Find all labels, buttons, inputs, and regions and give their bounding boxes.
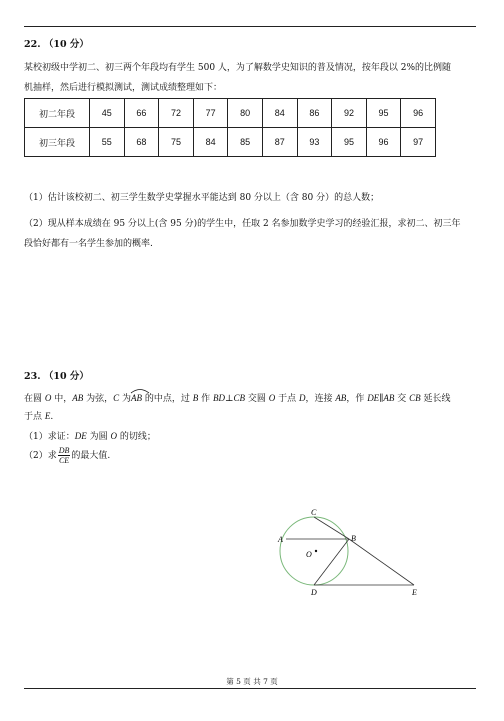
text-run: （1）求证： <box>24 432 75 442</box>
segment-be <box>349 539 414 585</box>
q22-points: （10 分） <box>43 39 89 50</box>
text-run: ，连接 <box>305 394 336 404</box>
text-run: . <box>50 412 54 422</box>
label-c: C <box>311 508 317 517</box>
table-cell: 92 <box>332 99 367 128</box>
q22-heading <box>24 36 89 50</box>
table-cell: 96 <box>401 99 436 128</box>
table-cell: 93 <box>297 128 332 157</box>
q22-part2-line2: 段恰好都有一名学生参加的概率. <box>24 239 153 249</box>
text-run: 延长线 <box>420 394 451 404</box>
table-cell: 96 <box>366 128 401 157</box>
table-cell: 86 <box>297 99 332 128</box>
text-run: 交 <box>394 394 410 404</box>
text-run: ，作 <box>346 394 368 404</box>
q23-points: （10 分） <box>43 371 89 382</box>
text-run: （2）求 <box>24 451 57 461</box>
text-run: 为弦， <box>83 394 114 404</box>
table-cell: 87 <box>262 128 297 157</box>
math-B: B <box>192 393 199 403</box>
math-O: O <box>44 393 52 403</box>
page-footer: 第 5 页 共 7 页 <box>226 677 278 686</box>
table-cell: 80 <box>228 99 263 128</box>
table-cell: 45 <box>90 99 125 128</box>
label-a: A <box>278 535 283 544</box>
q23-statement-line2 <box>24 409 53 422</box>
text-run: 作 <box>198 394 213 404</box>
math-DE: DE <box>74 431 87 441</box>
table-cell: 84 <box>193 128 228 157</box>
q22-intro-line2: 机抽样，然后进行模拟测试，测试成绩整理如下： <box>24 83 223 93</box>
table-cell: 75 <box>159 128 194 157</box>
math-E: E <box>44 411 51 421</box>
math-AB: AB <box>131 393 143 403</box>
math-AB: AB <box>383 393 395 403</box>
fraction-numerator: DB <box>58 446 70 455</box>
text-run: 为 <box>119 394 132 404</box>
top-rule <box>24 26 476 27</box>
q23-heading <box>24 368 89 382</box>
score-table <box>24 98 436 157</box>
math-BD: BD <box>212 393 225 403</box>
label-b: B <box>351 534 356 543</box>
q22-part1: （1）估计该校初二、初三学生数学史掌握水平能达到 80 分以上（含 80 分）的总人数； <box>24 193 380 203</box>
table-cell: 72 <box>159 99 194 128</box>
segment-cb <box>314 517 349 539</box>
text-run: 交圆 <box>244 394 269 404</box>
text-run: 的最大值. <box>71 451 111 461</box>
q22-intro-line1: 某校初级中学初二、初三两个年段均有学生 500 人，为了解数学史知识的普及情况，按年段以 2%的比例随 <box>24 63 452 73</box>
q23-number: 23. <box>24 371 41 382</box>
math-CB: CB <box>233 393 245 403</box>
math-D: D <box>298 393 306 403</box>
text-run: 为圆 <box>86 432 111 442</box>
perpendicular-symbol: ⊥ <box>224 394 234 404</box>
table-row-grade3 <box>25 128 436 157</box>
math-O: O <box>268 393 276 403</box>
math-O: O <box>110 431 117 441</box>
row-label-grade2: 初二年段 <box>25 99 90 128</box>
math-CB: CB <box>409 393 421 403</box>
q23-part2 <box>24 446 110 465</box>
segment-bd <box>314 539 349 585</box>
arc-AB <box>131 393 142 404</box>
table-cell: 95 <box>332 128 367 157</box>
table-row-grade2 <box>25 99 436 128</box>
table-cell: 55 <box>90 128 125 157</box>
label-e: E <box>412 588 417 597</box>
parallel-symbol: ∥ <box>379 394 384 404</box>
geometry-figure <box>264 505 434 600</box>
text-run: 于点 <box>24 412 45 422</box>
bottom-rule <box>24 688 476 689</box>
table-cell: 77 <box>193 99 228 128</box>
text-run: 在圆 <box>24 394 45 404</box>
q22-number: 22. <box>24 39 41 50</box>
label-d: D <box>311 588 317 597</box>
q23-statement-line1 <box>24 391 450 404</box>
table-cell: 97 <box>401 128 436 157</box>
math-DE: DE <box>367 393 380 403</box>
fraction-db-over-ce <box>58 446 71 465</box>
math-AB: AB <box>72 393 84 403</box>
text-run: 于点 <box>275 394 299 404</box>
arc-symbol-icon <box>130 388 150 394</box>
text-run: 的切线； <box>116 432 156 442</box>
row-label-grade3: 初三年段 <box>25 128 90 157</box>
table-cell: 84 <box>262 99 297 128</box>
math-C: C <box>113 393 120 403</box>
table-cell: 85 <box>228 128 263 157</box>
q22-part2-line1: （2）现从样本成绩在 95 分以上(含 95 分)的学生中，任取 2 名参加数学史学习的经验汇报，求初二、初三年 <box>24 219 461 229</box>
text-run: 的中点，过 <box>142 394 193 404</box>
circle-o <box>280 517 348 585</box>
fraction-denominator: CE <box>58 456 70 465</box>
q23-part1 <box>24 429 156 442</box>
table-cell: 68 <box>124 128 159 157</box>
table-cell: 66 <box>124 99 159 128</box>
center-dot <box>315 550 317 552</box>
text-run: 中， <box>51 394 73 404</box>
label-o: O <box>306 550 312 559</box>
math-AB: AB <box>335 393 347 403</box>
table-cell: 95 <box>366 99 401 128</box>
